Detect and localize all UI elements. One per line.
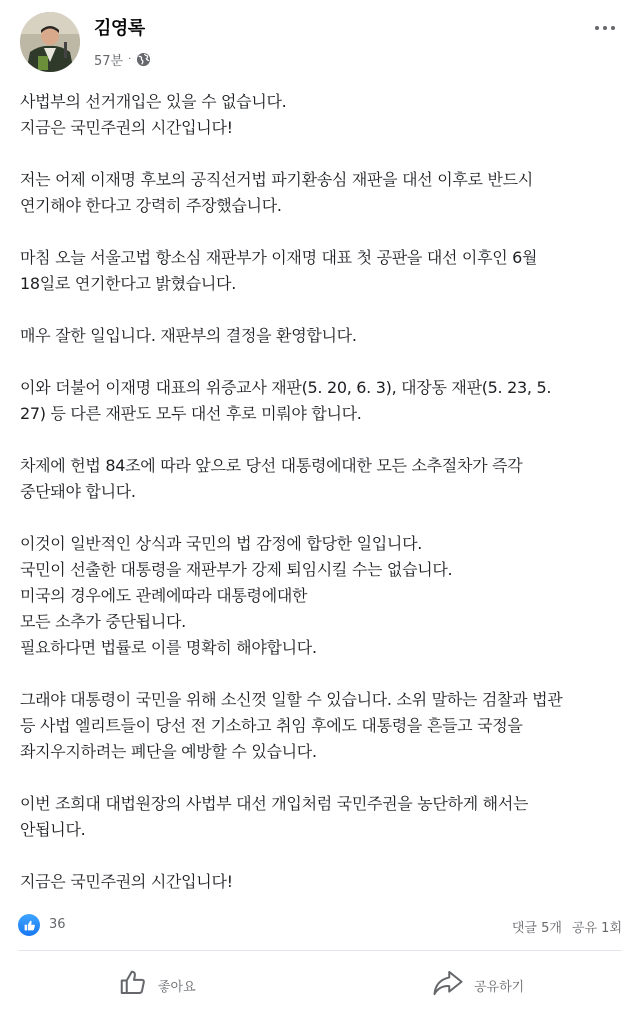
post-body: [20, 89, 620, 895]
like-label: 좋아요: [158, 979, 196, 995]
post-time[interactable]: 57분: [94, 54, 124, 69]
avatar[interactable]: [20, 12, 80, 72]
post-paragraph: 지금은 국민주권의 시간입니다!: [20, 872, 233, 891]
post-header: [0, 0, 640, 80]
post-paragraph: 이와 더불어 이재명 대표의 위증교사 재판(5. 20, 6. 3), 대장동 재판(5. 23, 5. 27) 등 다른 재판도 모두 대선 후로 미뤄야 합니다.: [20, 378, 552, 423]
action-bar: [0, 962, 640, 1008]
thumbs-up-icon[interactable]: [18, 914, 40, 936]
post-paragraph: 사법부의 선거개입은 있을 수 없습니다. 지금은 국민주권의 시간입니다!: [20, 92, 287, 137]
globe-icon[interactable]: [136, 52, 151, 67]
share-count[interactable]: 공유 1회: [571, 921, 622, 936]
reaction-stats: [18, 912, 622, 938]
post-meta: [94, 50, 151, 69]
avatar-photo: [20, 12, 80, 72]
post-paragraph: 이것이 일반적인 상식과 국민의 법 감정에 합당한 일입니다. 국민이 선출한 대통령을 재판부가 강제 퇴임시킬 수는 없습니다. 미국의 경우에도 관례에따라 대통령에대한 모든 소추가 중단됩니다. 필요하다면 법률로 이를 명확히 해야합니다.: [20, 534, 453, 657]
thumbs-up-outline-icon: [118, 968, 148, 1002]
share-arrow-icon: [432, 968, 464, 1002]
post-paragraph: 차제에 헌법 84조에 따라 앞으로 당선 대통령에대한 모든 소추절차가 즉각 중단돼야 합니다.: [20, 456, 523, 501]
share-label: 공유하기: [474, 979, 525, 995]
post-paragraph: 그래야 대통령이 국민을 위해 소신껏 일할 수 있습니다. 소위 말하는 검찰과 법관 등 사법 엘리트들이 당선 전 기소하고 취임 후에도 대통령을 흔들고 국정을 좌지우지하려는 폐단을 예방할 수 있습니다.: [20, 690, 563, 761]
meta-separator: ·: [128, 54, 132, 65]
engagement-counts: [512, 917, 622, 936]
comment-count[interactable]: 댓글 5개: [511, 921, 562, 936]
post-paragraph: 매우 잘한 일입니다. 재판부의 결정을 환영합니다.: [20, 326, 357, 345]
like-count[interactable]: 36: [49, 917, 66, 932]
post-paragraph: 이번 조희대 대법원장의 사법부 대선 개입처럼 국민주권을 농단하게 해서는 안됩니다.: [20, 794, 529, 839]
like-button[interactable]: [118, 962, 196, 1008]
share-button[interactable]: [432, 962, 524, 1008]
post-paragraph: 저는 어제 이재명 후보의 공직선거법 파기환송심 재판을 대선 이후로 반드시 연기해야 한다고 강력히 주장했습니다.: [20, 170, 533, 215]
author-name[interactable]: 김영록: [94, 18, 145, 39]
more-options-icon[interactable]: [590, 18, 620, 38]
post-paragraph: 마침 오늘 서울고법 항소심 재판부가 이재명 대표 첫 공판을 대선 이후인 6월 18일로 연기한다고 밝혔습니다.: [20, 248, 538, 293]
divider: [18, 950, 622, 951]
